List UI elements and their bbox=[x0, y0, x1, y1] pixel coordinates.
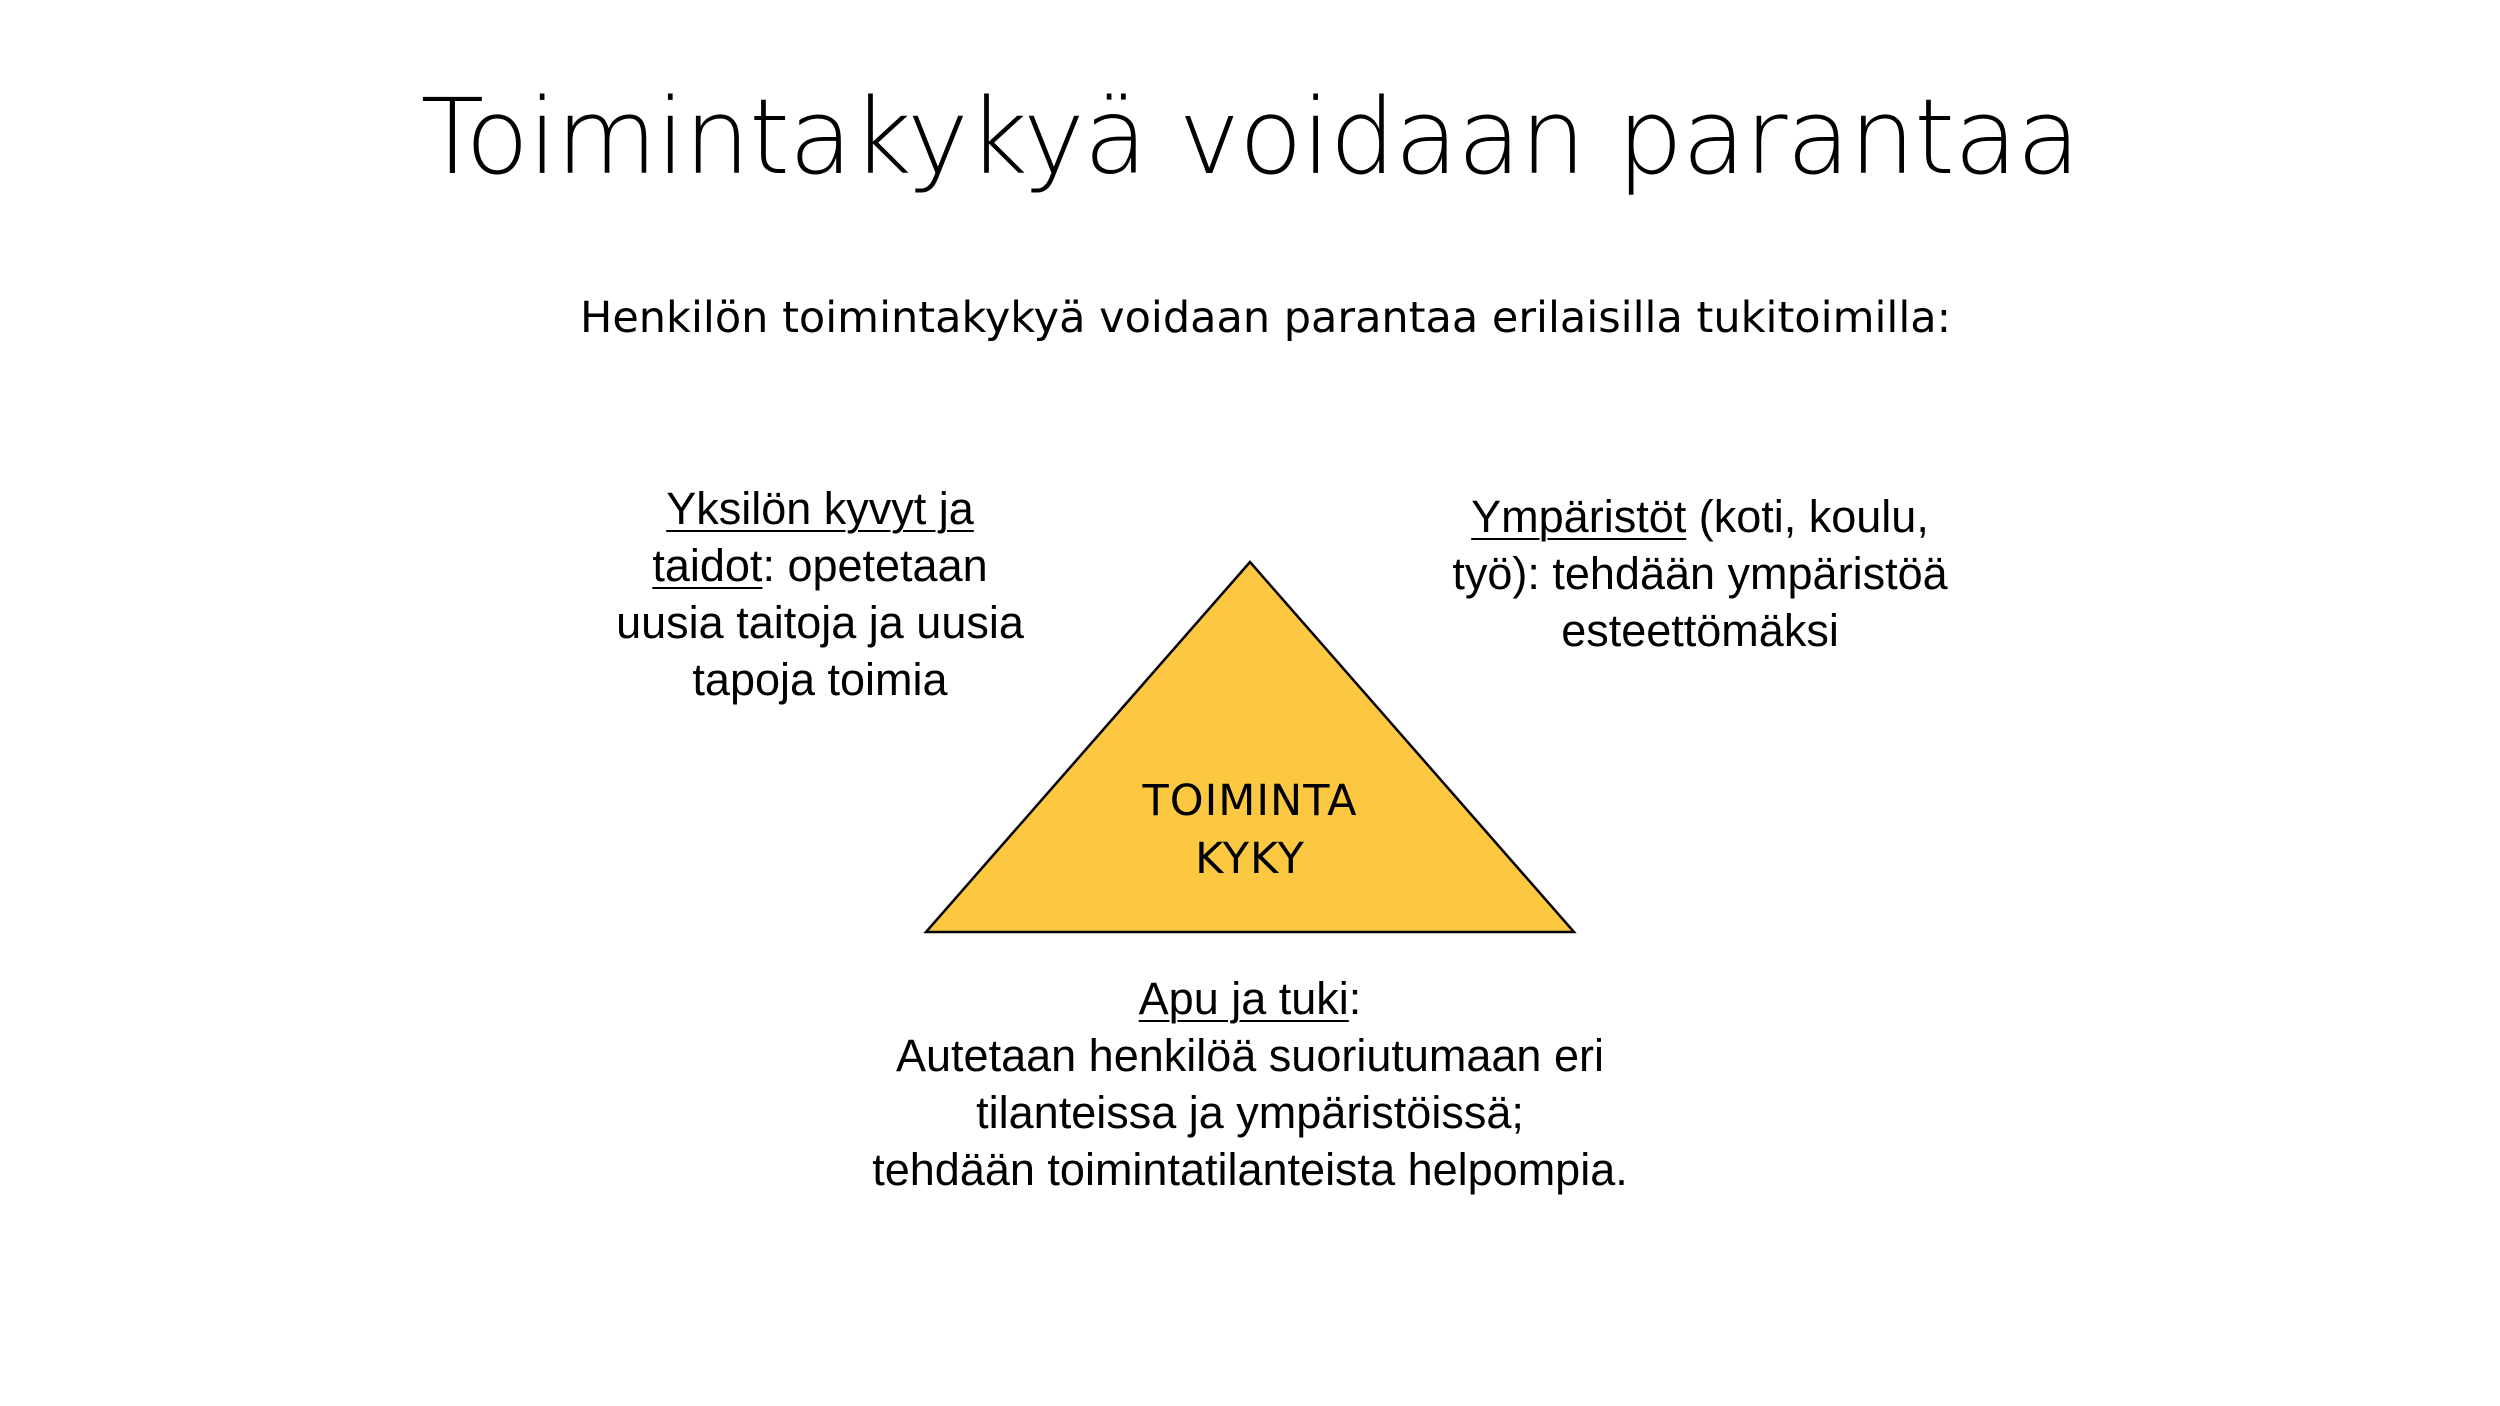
support-colon: : bbox=[1348, 973, 1362, 1024]
help-and-support-block bbox=[780, 970, 1720, 1198]
environments-line1 bbox=[1410, 488, 1990, 545]
environments-block bbox=[1410, 488, 1990, 659]
environments-line3: esteettömäksi bbox=[1561, 605, 1839, 656]
support-heading: Apu ja tuki bbox=[1138, 973, 1349, 1024]
individual-line1 bbox=[560, 480, 1080, 537]
slide-subtitle: Henkilön toimintakykyä voidaan parantaa erilaisilla tukitoimilla: bbox=[580, 293, 1952, 343]
environments-text-part1: (koti, koulu, bbox=[1686, 491, 1929, 542]
support-line2: Autetaan henkilöä suoriutumaan eri bbox=[896, 1030, 1604, 1081]
support-line3: tilanteissa ja ympäristöissä; bbox=[976, 1087, 1524, 1138]
individual-line2 bbox=[560, 537, 1080, 594]
individual-text-part1: : opetetaan bbox=[762, 540, 988, 591]
triangle-center-label bbox=[1100, 772, 1400, 888]
environments-heading: Ympäristöt bbox=[1471, 491, 1687, 542]
individual-line4: tapoja toimia bbox=[692, 654, 948, 705]
support-line1 bbox=[780, 970, 1720, 1027]
triangle-label-line1: TOIMINTA bbox=[1142, 776, 1358, 826]
slide-title: Toimintakykyä voidaan parantaa bbox=[420, 76, 2080, 198]
individual-abilities-block bbox=[560, 480, 1080, 708]
individual-heading-part1: Yksilön kyvyt ja bbox=[666, 483, 974, 534]
individual-line3: uusia taitoja ja uusia bbox=[616, 597, 1024, 648]
support-line4: tehdään toimintatilanteista helpompia. bbox=[872, 1144, 1628, 1195]
individual-heading-part2: taidot bbox=[652, 540, 763, 591]
environments-line2: työ): tehdään ympäristöä bbox=[1452, 548, 1948, 599]
triangle-label-line2: KYKY bbox=[1195, 834, 1305, 884]
